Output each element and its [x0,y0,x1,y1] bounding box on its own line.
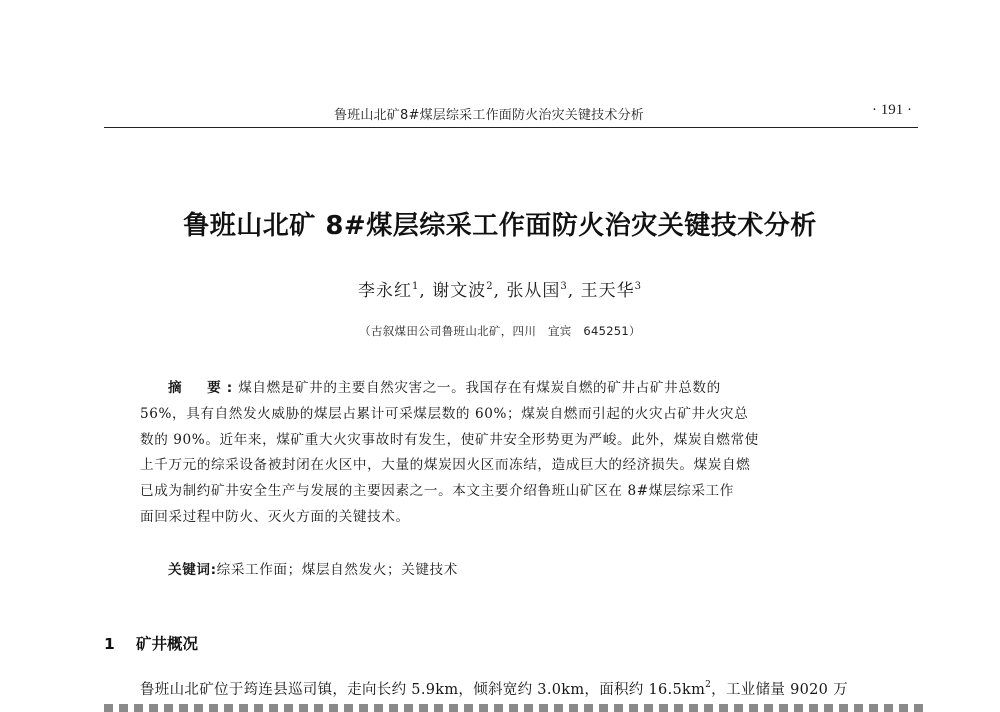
author-separator: , [419,281,426,301]
author-affiliation-mark: 2 [486,281,494,292]
body-text-pre: 鲁班山北矿位于筠连县巡司镇，走向长约 5.9km，倾斜宽约 3.0km，面积约 16.5km [140,682,706,698]
abstract [140,376,888,531]
header-rule [104,127,918,128]
paper-title: 鲁班山北矿 8#煤层综采工作面防火治灾关键技术分析 [183,211,817,241]
author-name: 张从国 [506,281,561,301]
author-separator: , [493,281,500,301]
section-title: 矿井概况 [136,635,199,653]
abstract-line: 56%，具有自然发火威胁的煤层占累计可采煤层数的 60%；煤炭自燃而引起的火灾占矿井火灾总 [140,405,749,422]
keywords-label: 关键词: [168,562,217,578]
body-paragraph [140,678,930,699]
author-affiliation-mark: 1 [412,281,420,292]
author-affiliation-mark: 3 [634,281,642,292]
running-title: 鲁班山北矿8#煤层综采工作面防火治灾关键技术分析 [334,108,644,123]
truncated-next-line [104,704,924,712]
author-name: 王天华 [580,281,635,301]
author-name: 谢文波 [432,281,487,301]
abstract-line: 上千万元的综采设备被封闭在火区中，大量的煤炭因火区而冻结，造成巨大的经济损失。煤炭自燃 [140,457,751,474]
abstract-text: 煤自燃是矿井的主要自然灾害之一。我国存在有煤炭自燃的矿井占矿井总数的 [238,380,721,396]
abstract-line: 数的 90%。近年来，煤矿重大火灾事故时有发生，使矿井安全形势更为严峻。此外，煤炭自燃常使 [140,431,759,448]
keywords-text: 综采工作面；煤层自然发火；关键技术 [216,562,458,578]
abstract-line: 面回采过程中防火、灭火方面的关键技术。 [140,508,410,525]
author-separator: , [567,281,575,301]
affiliation: （古叙煤田公司鲁班山北矿，四川 宜宾 645251） [359,324,641,338]
cut-off-text [104,704,924,712]
body-superscript: 2 [705,680,712,690]
section-number: 1 [104,635,115,653]
keywords [168,558,458,578]
abstract-label: 摘 要: [168,380,239,396]
running-header [104,100,916,124]
page-number: · 191 · [872,102,912,118]
section-heading [104,632,198,654]
author-affiliation-mark: 3 [560,281,568,292]
author-name: 李永红 [358,281,413,301]
abstract-line: 已成为制约矿井安全生产与发展的主要因素之一。本文主要介绍鲁班山矿区在 8#煤层综采工作 [140,483,734,500]
body-text-post: ，工业储量 9020 万 [711,682,848,698]
author-list [0,276,1000,301]
abstract-line [140,376,888,402]
